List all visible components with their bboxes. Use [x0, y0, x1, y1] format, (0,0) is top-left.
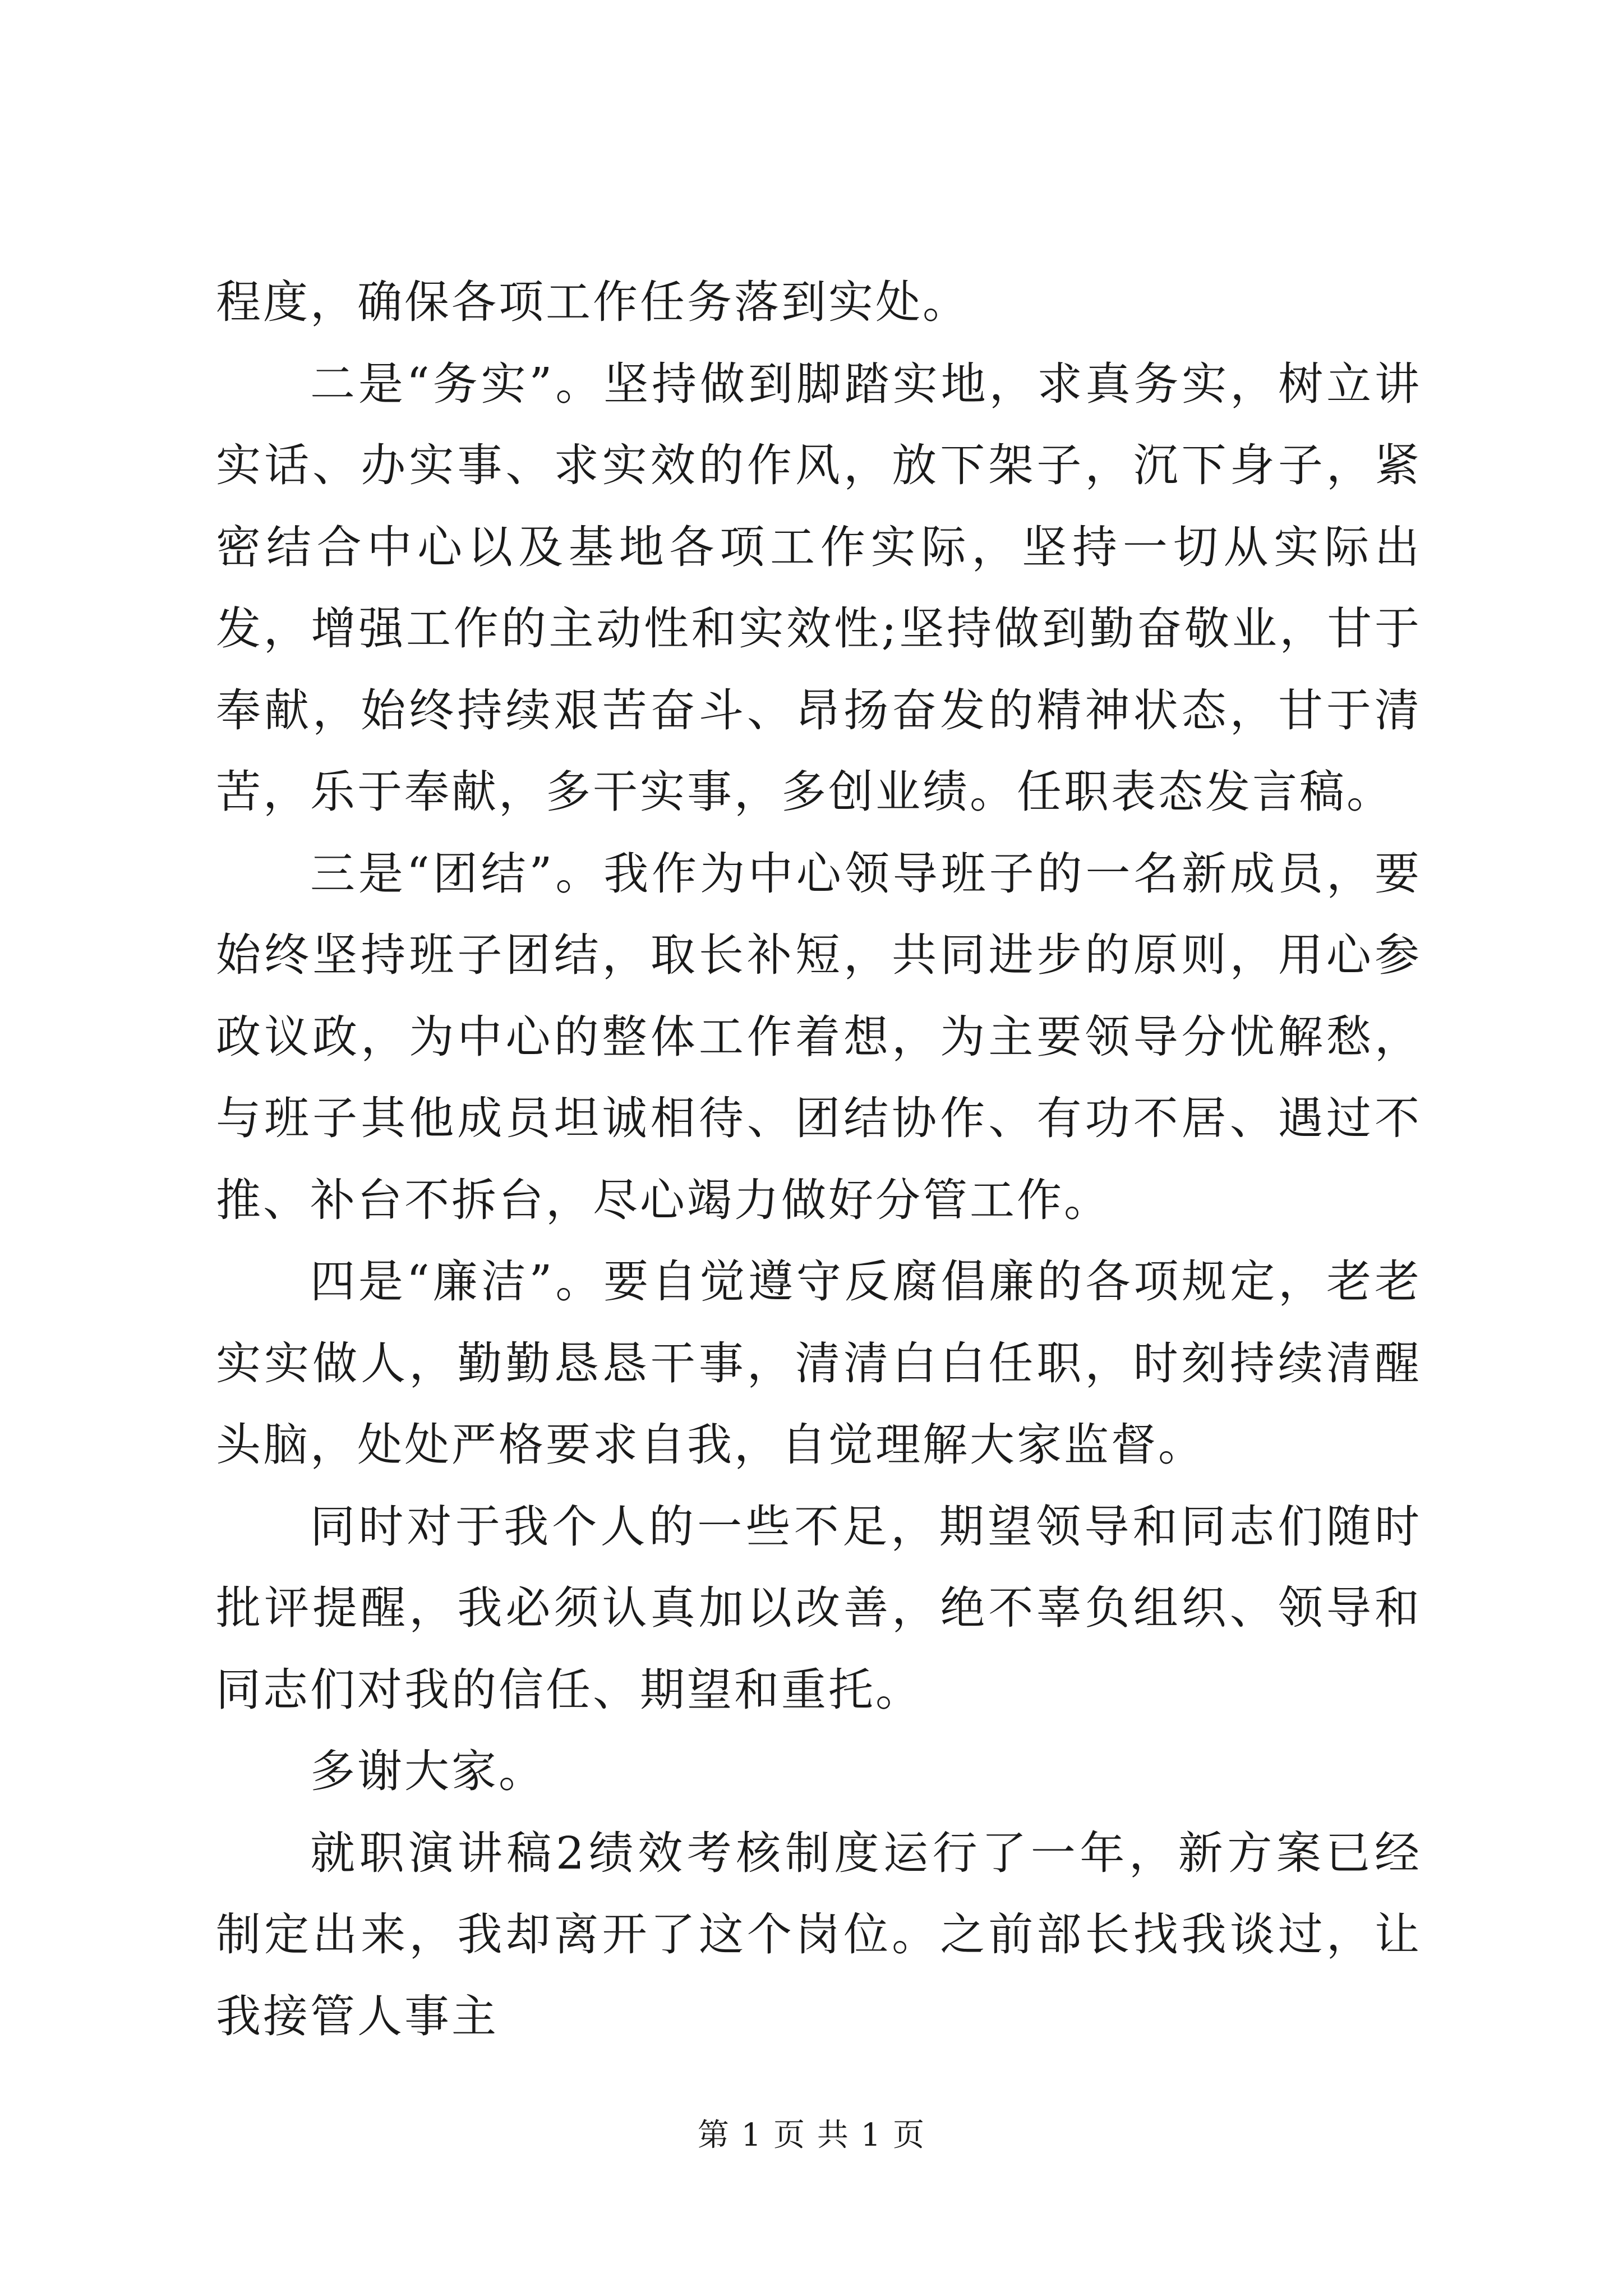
paragraph-shortcomings: 同时对于我个人的一些不足，期望领导和同志们随时批评提醒，我必须认真加以改善，绝不辜负组织、领导和同志们对我的信任、期望和重托。	[216, 1500, 1422, 1716]
paragraph-unity: 三是“团结”。我作为中心领导班子的一名新成员，要始终坚持班子团结，取长补短，共同进步的原则，用心参政议政，为中心的整体工作着想，为主要领导分忧解愁，与班子其他成员坦诚相待、团结协作、有功不居、遇过不推、补台不拆台，尽心竭力做好分管工作。	[216, 847, 1422, 1226]
paragraph-speech-2: 就职演讲稿2绩效考核制度运行了一年，新方案已经制定出来，我却离开了这个岗位。之前部长找我谈过，让我接管人事主	[216, 1826, 1422, 2042]
document-body	[216, 261, 1422, 2057]
paragraph-integrity: 四是“廉洁”。要自觉遵守反腐倡廉的各项规定，老老实实做人，勤勤恳恳干事，清清白白任职，时刻持续清醒头脑，处处严格要求自我，自觉理解大家监督。	[216, 1255, 1422, 1471]
paragraph-continuation: 程度，确保各项工作任务落到实处。	[216, 276, 970, 328]
page-number-footer: 第 1 页 共 1 页	[697, 2117, 926, 2154]
paragraph-thanks: 多谢大家。	[310, 1745, 546, 1797]
paragraph-pragmatic: 二是“务实”。坚持做到脚踏实地，求真务实，树立讲实话、办实事、求实效的作风，放下架子，沉下身子，紧密结合中心以及基地各项工作实际，坚持一切从实际出发，增强工作的主动性和实效性;坚持做到勤奋敬业，甘于奉献，始终持续艰苦奋斗、昂扬奋发的精神状态，甘于清苦，乐于奉献，多干实事，多创业绩。任职表态发言稿。	[216, 357, 1422, 818]
